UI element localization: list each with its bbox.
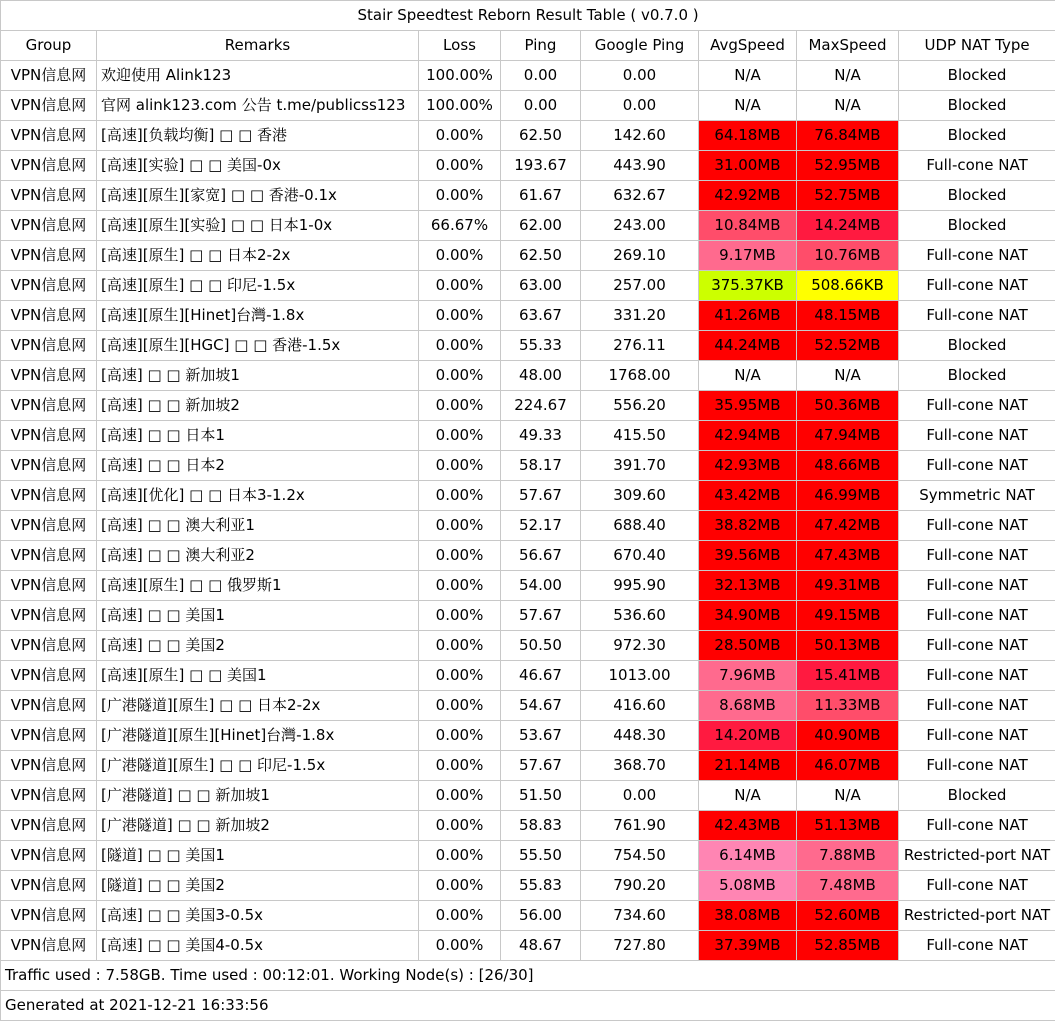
- cell-remarks: [高速] □ □ 美国2: [97, 631, 419, 661]
- cell-ping: 193.67: [501, 151, 581, 181]
- cell-google-ping: 632.67: [581, 181, 699, 211]
- cell-group: VPN信息网: [1, 871, 97, 901]
- cell-max-speed: N/A: [797, 361, 899, 391]
- table-row: [1, 631, 1055, 661]
- cell-group: VPN信息网: [1, 811, 97, 841]
- cell-ping: 0.00: [501, 61, 581, 91]
- cell-google-ping: 0.00: [581, 61, 699, 91]
- cell-group: VPN信息网: [1, 541, 97, 571]
- table-row: [1, 901, 1055, 931]
- cell-max-speed: 47.42MB: [797, 511, 899, 541]
- table-row: [1, 181, 1055, 211]
- cell-avg-speed: 32.13MB: [699, 571, 797, 601]
- column-header-max-speed: MaxSpeed: [797, 31, 899, 61]
- cell-ping: 49.33: [501, 421, 581, 451]
- cell-remarks: [高速] □ □ 美国1: [97, 601, 419, 631]
- column-header-remarks: Remarks: [97, 31, 419, 61]
- cell-group: VPN信息网: [1, 121, 97, 151]
- cell-ping: 56.00: [501, 901, 581, 931]
- table-row: [1, 541, 1055, 571]
- cell-max-speed: 508.66KB: [797, 271, 899, 301]
- cell-udp-nat-type: Blocked: [899, 61, 1055, 91]
- cell-group: VPN信息网: [1, 271, 97, 301]
- cell-avg-speed: 34.90MB: [699, 601, 797, 631]
- cell-remarks: [高速][原生][Hinet]台灣-1.8x: [97, 301, 419, 331]
- cell-udp-nat-type: Full-cone NAT: [899, 571, 1055, 601]
- cell-remarks: [高速][原生][HGC] □ □ 香港-1.5x: [97, 331, 419, 361]
- cell-remarks: [高速] □ □ 美国3-0.5x: [97, 901, 419, 931]
- cell-remarks: [高速][实验] □ □ 美国-0x: [97, 151, 419, 181]
- cell-remarks: [广港隧道] □ □ 新加坡1: [97, 781, 419, 811]
- cell-loss: 0.00%: [419, 481, 501, 511]
- title-row: [1, 1, 1055, 31]
- cell-group: VPN信息网: [1, 151, 97, 181]
- table-row: [1, 811, 1055, 841]
- cell-ping: 55.83: [501, 871, 581, 901]
- cell-remarks: [高速][原生] □ □ 美国1: [97, 661, 419, 691]
- cell-google-ping: 556.20: [581, 391, 699, 421]
- cell-udp-nat-type: Restricted-port NAT: [899, 901, 1055, 931]
- cell-google-ping: 142.60: [581, 121, 699, 151]
- cell-ping: 57.67: [501, 481, 581, 511]
- cell-avg-speed: 38.08MB: [699, 901, 797, 931]
- cell-avg-speed: 38.82MB: [699, 511, 797, 541]
- cell-ping: 48.67: [501, 931, 581, 961]
- cell-loss: 0.00%: [419, 871, 501, 901]
- cell-loss: 0.00%: [419, 151, 501, 181]
- cell-udp-nat-type: Blocked: [899, 361, 1055, 391]
- cell-max-speed: 7.88MB: [797, 841, 899, 871]
- cell-max-speed: N/A: [797, 781, 899, 811]
- cell-avg-speed: N/A: [699, 91, 797, 121]
- cell-remarks: [广港隧道][原生] □ □ 日本2-2x: [97, 691, 419, 721]
- cell-ping: 52.17: [501, 511, 581, 541]
- column-header-group: Group: [1, 31, 97, 61]
- cell-udp-nat-type: Full-cone NAT: [899, 871, 1055, 901]
- table-row: [1, 301, 1055, 331]
- cell-remarks: [高速] □ □ 新加坡1: [97, 361, 419, 391]
- cell-group: VPN信息网: [1, 181, 97, 211]
- cell-remarks: [高速][负载均衡] □ □ 香港: [97, 121, 419, 151]
- cell-remarks: [高速][原生][家宽] □ □ 香港-0.1x: [97, 181, 419, 211]
- cell-google-ping: 1768.00: [581, 361, 699, 391]
- cell-ping: 48.00: [501, 361, 581, 391]
- table-row: [1, 571, 1055, 601]
- cell-max-speed: 47.94MB: [797, 421, 899, 451]
- cell-loss: 0.00%: [419, 301, 501, 331]
- cell-ping: 62.00: [501, 211, 581, 241]
- cell-ping: 62.50: [501, 241, 581, 271]
- cell-avg-speed: 37.39MB: [699, 931, 797, 961]
- cell-loss: 0.00%: [419, 121, 501, 151]
- table-row: [1, 841, 1055, 871]
- table-row: [1, 751, 1055, 781]
- table-row: [1, 391, 1055, 421]
- cell-ping: 54.00: [501, 571, 581, 601]
- cell-google-ping: 536.60: [581, 601, 699, 631]
- column-header-google-ping: Google Ping: [581, 31, 699, 61]
- table-row: [1, 271, 1055, 301]
- cell-avg-speed: 42.93MB: [699, 451, 797, 481]
- cell-group: VPN信息网: [1, 751, 97, 781]
- cell-ping: 63.00: [501, 271, 581, 301]
- cell-loss: 0.00%: [419, 901, 501, 931]
- cell-avg-speed: 10.84MB: [699, 211, 797, 241]
- cell-group: VPN信息网: [1, 931, 97, 961]
- cell-group: VPN信息网: [1, 511, 97, 541]
- column-header-avg-speed: AvgSpeed: [699, 31, 797, 61]
- cell-max-speed: 48.15MB: [797, 301, 899, 331]
- cell-max-speed: 51.13MB: [797, 811, 899, 841]
- table-row: [1, 121, 1055, 151]
- table-row: [1, 481, 1055, 511]
- cell-max-speed: 49.31MB: [797, 571, 899, 601]
- table-row: [1, 511, 1055, 541]
- cell-ping: 56.67: [501, 541, 581, 571]
- cell-udp-nat-type: Full-cone NAT: [899, 421, 1055, 451]
- cell-max-speed: N/A: [797, 91, 899, 121]
- cell-avg-speed: 6.14MB: [699, 841, 797, 871]
- cell-udp-nat-type: Full-cone NAT: [899, 271, 1055, 301]
- cell-udp-nat-type: Blocked: [899, 181, 1055, 211]
- cell-group: VPN信息网: [1, 721, 97, 751]
- cell-udp-nat-type: Blocked: [899, 331, 1055, 361]
- cell-group: VPN信息网: [1, 361, 97, 391]
- header-row: [1, 31, 1055, 61]
- cell-max-speed: 15.41MB: [797, 661, 899, 691]
- cell-udp-nat-type: Blocked: [899, 781, 1055, 811]
- cell-google-ping: 415.50: [581, 421, 699, 451]
- cell-group: VPN信息网: [1, 781, 97, 811]
- cell-max-speed: 50.36MB: [797, 391, 899, 421]
- cell-remarks: [广港隧道] □ □ 新加坡2: [97, 811, 419, 841]
- cell-google-ping: 734.60: [581, 901, 699, 931]
- cell-avg-speed: 44.24MB: [699, 331, 797, 361]
- cell-ping: 51.50: [501, 781, 581, 811]
- cell-ping: 62.50: [501, 121, 581, 151]
- cell-avg-speed: N/A: [699, 361, 797, 391]
- cell-group: VPN信息网: [1, 211, 97, 241]
- cell-group: VPN信息网: [1, 241, 97, 271]
- cell-google-ping: 761.90: [581, 811, 699, 841]
- cell-loss: 100.00%: [419, 61, 501, 91]
- cell-google-ping: 790.20: [581, 871, 699, 901]
- cell-loss: 0.00%: [419, 451, 501, 481]
- cell-group: VPN信息网: [1, 301, 97, 331]
- cell-udp-nat-type: Full-cone NAT: [899, 541, 1055, 571]
- cell-ping: 57.67: [501, 601, 581, 631]
- cell-ping: 58.17: [501, 451, 581, 481]
- cell-max-speed: 48.66MB: [797, 451, 899, 481]
- table-row: [1, 151, 1055, 181]
- cell-udp-nat-type: Full-cone NAT: [899, 661, 1055, 691]
- cell-remarks: [高速][原生] □ □ 印尼-1.5x: [97, 271, 419, 301]
- cell-max-speed: 52.60MB: [797, 901, 899, 931]
- cell-group: VPN信息网: [1, 601, 97, 631]
- table-row: [1, 781, 1055, 811]
- cell-avg-speed: 42.92MB: [699, 181, 797, 211]
- footer-generated-row: [1, 991, 1055, 1021]
- cell-udp-nat-type: Blocked: [899, 121, 1055, 151]
- cell-udp-nat-type: Restricted-port NAT: [899, 841, 1055, 871]
- cell-loss: 0.00%: [419, 361, 501, 391]
- cell-remarks: [高速] □ □ 澳大利亚1: [97, 511, 419, 541]
- cell-avg-speed: 28.50MB: [699, 631, 797, 661]
- cell-google-ping: 995.90: [581, 571, 699, 601]
- cell-max-speed: 40.90MB: [797, 721, 899, 751]
- cell-avg-speed: 31.00MB: [699, 151, 797, 181]
- cell-udp-nat-type: Blocked: [899, 211, 1055, 241]
- cell-loss: 0.00%: [419, 541, 501, 571]
- table-row: [1, 721, 1055, 751]
- table-row: [1, 931, 1055, 961]
- cell-group: VPN信息网: [1, 661, 97, 691]
- cell-remarks: [高速] □ □ 美国4-0.5x: [97, 931, 419, 961]
- cell-avg-speed: 42.43MB: [699, 811, 797, 841]
- cell-loss: 0.00%: [419, 241, 501, 271]
- cell-remarks: [广港隧道][原生][Hinet]台灣-1.8x: [97, 721, 419, 751]
- table-row: [1, 871, 1055, 901]
- cell-ping: 224.67: [501, 391, 581, 421]
- cell-remarks: [高速][原生][实验] □ □ 日本1-0x: [97, 211, 419, 241]
- cell-udp-nat-type: Full-cone NAT: [899, 751, 1055, 781]
- cell-google-ping: 368.70: [581, 751, 699, 781]
- cell-udp-nat-type: Full-cone NAT: [899, 391, 1055, 421]
- cell-avg-speed: 42.94MB: [699, 421, 797, 451]
- cell-google-ping: 243.00: [581, 211, 699, 241]
- cell-google-ping: 0.00: [581, 781, 699, 811]
- cell-loss: 0.00%: [419, 841, 501, 871]
- cell-loss: 0.00%: [419, 331, 501, 361]
- cell-ping: 63.67: [501, 301, 581, 331]
- cell-google-ping: 448.30: [581, 721, 699, 751]
- cell-group: VPN信息网: [1, 691, 97, 721]
- cell-avg-speed: 41.26MB: [699, 301, 797, 331]
- cell-loss: 0.00%: [419, 751, 501, 781]
- cell-google-ping: 670.40: [581, 541, 699, 571]
- cell-avg-speed: N/A: [699, 781, 797, 811]
- cell-max-speed: 52.95MB: [797, 151, 899, 181]
- table-row: [1, 361, 1055, 391]
- cell-loss: 0.00%: [419, 571, 501, 601]
- cell-group: VPN信息网: [1, 61, 97, 91]
- cell-max-speed: 14.24MB: [797, 211, 899, 241]
- table-row: [1, 691, 1055, 721]
- cell-ping: 55.33: [501, 331, 581, 361]
- cell-loss: 0.00%: [419, 691, 501, 721]
- cell-max-speed: 11.33MB: [797, 691, 899, 721]
- cell-loss: 0.00%: [419, 931, 501, 961]
- table-row: [1, 61, 1055, 91]
- cell-remarks: [高速][原生] □ □ 日本2-2x: [97, 241, 419, 271]
- table-row: [1, 331, 1055, 361]
- cell-remarks: [高速] □ □ 新加坡2: [97, 391, 419, 421]
- cell-remarks: [高速] □ □ 日本1: [97, 421, 419, 451]
- cell-google-ping: 269.10: [581, 241, 699, 271]
- cell-loss: 0.00%: [419, 631, 501, 661]
- cell-google-ping: 391.70: [581, 451, 699, 481]
- cell-avg-speed: 64.18MB: [699, 121, 797, 151]
- table-title: Stair Speedtest Reborn Result Table ( v0.7.0 ): [1, 1, 1055, 31]
- cell-max-speed: 10.76MB: [797, 241, 899, 271]
- cell-group: VPN信息网: [1, 631, 97, 661]
- cell-google-ping: 331.20: [581, 301, 699, 331]
- cell-google-ping: 416.60: [581, 691, 699, 721]
- cell-group: VPN信息网: [1, 481, 97, 511]
- table-row: [1, 91, 1055, 121]
- cell-remarks: [隧道] □ □ 美国2: [97, 871, 419, 901]
- cell-udp-nat-type: Full-cone NAT: [899, 511, 1055, 541]
- cell-udp-nat-type: Full-cone NAT: [899, 721, 1055, 751]
- cell-group: VPN信息网: [1, 901, 97, 931]
- cell-udp-nat-type: Full-cone NAT: [899, 451, 1055, 481]
- cell-loss: 0.00%: [419, 661, 501, 691]
- cell-max-speed: 52.85MB: [797, 931, 899, 961]
- cell-udp-nat-type: Full-cone NAT: [899, 301, 1055, 331]
- cell-remarks: [广港隧道][原生] □ □ 印尼-1.5x: [97, 751, 419, 781]
- cell-udp-nat-type: Full-cone NAT: [899, 931, 1055, 961]
- table-row: [1, 421, 1055, 451]
- cell-ping: 46.67: [501, 661, 581, 691]
- cell-udp-nat-type: Full-cone NAT: [899, 151, 1055, 181]
- cell-max-speed: 47.43MB: [797, 541, 899, 571]
- cell-remarks: [高速][原生] □ □ 俄罗斯1: [97, 571, 419, 601]
- cell-avg-speed: N/A: [699, 61, 797, 91]
- column-header-loss: Loss: [419, 31, 501, 61]
- traffic-summary: Traffic used : 7.58GB. Time used : 00:12:01. Working Node(s) : [26/30]: [1, 961, 1055, 991]
- cell-google-ping: 727.80: [581, 931, 699, 961]
- cell-group: VPN信息网: [1, 391, 97, 421]
- column-header-ping: Ping: [501, 31, 581, 61]
- cell-google-ping: 754.50: [581, 841, 699, 871]
- cell-udp-nat-type: Symmetric NAT: [899, 481, 1055, 511]
- cell-loss: 0.00%: [419, 511, 501, 541]
- cell-avg-speed: 9.17MB: [699, 241, 797, 271]
- cell-udp-nat-type: Full-cone NAT: [899, 691, 1055, 721]
- cell-max-speed: 52.75MB: [797, 181, 899, 211]
- table-body: [1, 61, 1055, 961]
- cell-avg-speed: 7.96MB: [699, 661, 797, 691]
- column-header-udp-nat-type: UDP NAT Type: [899, 31, 1055, 61]
- cell-group: VPN信息网: [1, 841, 97, 871]
- cell-loss: 0.00%: [419, 811, 501, 841]
- cell-loss: 0.00%: [419, 601, 501, 631]
- generated-timestamp: Generated at 2021-12-21 16:33:56: [1, 991, 1055, 1021]
- cell-ping: 54.67: [501, 691, 581, 721]
- cell-ping: 61.67: [501, 181, 581, 211]
- cell-avg-speed: 14.20MB: [699, 721, 797, 751]
- cell-google-ping: 972.30: [581, 631, 699, 661]
- cell-udp-nat-type: Full-cone NAT: [899, 811, 1055, 841]
- cell-max-speed: 49.15MB: [797, 601, 899, 631]
- cell-google-ping: 276.11: [581, 331, 699, 361]
- cell-ping: 57.67: [501, 751, 581, 781]
- cell-loss: 0.00%: [419, 181, 501, 211]
- cell-remarks: 欢迎使用 Alink123: [97, 61, 419, 91]
- cell-loss: 0.00%: [419, 271, 501, 301]
- cell-google-ping: 257.00: [581, 271, 699, 301]
- table-row: [1, 451, 1055, 481]
- cell-group: VPN信息网: [1, 451, 97, 481]
- cell-avg-speed: 375.37KB: [699, 271, 797, 301]
- cell-remarks: [隧道] □ □ 美国1: [97, 841, 419, 871]
- cell-max-speed: 52.52MB: [797, 331, 899, 361]
- cell-loss: 0.00%: [419, 421, 501, 451]
- cell-ping: 50.50: [501, 631, 581, 661]
- cell-google-ping: 309.60: [581, 481, 699, 511]
- cell-loss: 0.00%: [419, 391, 501, 421]
- cell-remarks: [高速] □ □ 澳大利亚2: [97, 541, 419, 571]
- cell-max-speed: 7.48MB: [797, 871, 899, 901]
- cell-avg-speed: 43.42MB: [699, 481, 797, 511]
- cell-udp-nat-type: Blocked: [899, 91, 1055, 121]
- cell-remarks: [高速] □ □ 日本2: [97, 451, 419, 481]
- table-row: [1, 241, 1055, 271]
- cell-avg-speed: 35.95MB: [699, 391, 797, 421]
- cell-remarks: 官网 alink123.com 公告 t.me/publicss123: [97, 91, 419, 121]
- cell-google-ping: 688.40: [581, 511, 699, 541]
- table-row: [1, 601, 1055, 631]
- cell-group: VPN信息网: [1, 421, 97, 451]
- cell-max-speed: 46.99MB: [797, 481, 899, 511]
- cell-max-speed: 50.13MB: [797, 631, 899, 661]
- cell-group: VPN信息网: [1, 571, 97, 601]
- cell-loss: 0.00%: [419, 721, 501, 751]
- cell-ping: 0.00: [501, 91, 581, 121]
- cell-google-ping: 1013.00: [581, 661, 699, 691]
- cell-max-speed: N/A: [797, 61, 899, 91]
- table-row: [1, 661, 1055, 691]
- cell-ping: 58.83: [501, 811, 581, 841]
- cell-loss: 0.00%: [419, 781, 501, 811]
- cell-group: VPN信息网: [1, 91, 97, 121]
- cell-avg-speed: 5.08MB: [699, 871, 797, 901]
- footer-traffic-row: [1, 961, 1055, 991]
- cell-group: VPN信息网: [1, 331, 97, 361]
- table-row: [1, 211, 1055, 241]
- cell-loss: 66.67%: [419, 211, 501, 241]
- cell-avg-speed: 8.68MB: [699, 691, 797, 721]
- cell-max-speed: 76.84MB: [797, 121, 899, 151]
- cell-ping: 55.50: [501, 841, 581, 871]
- cell-udp-nat-type: Full-cone NAT: [899, 241, 1055, 271]
- cell-udp-nat-type: Full-cone NAT: [899, 601, 1055, 631]
- cell-udp-nat-type: Full-cone NAT: [899, 631, 1055, 661]
- cell-max-speed: 46.07MB: [797, 751, 899, 781]
- cell-remarks: [高速][优化] □ □ 日本3-1.2x: [97, 481, 419, 511]
- cell-avg-speed: 21.14MB: [699, 751, 797, 781]
- cell-google-ping: 443.90: [581, 151, 699, 181]
- cell-avg-speed: 39.56MB: [699, 541, 797, 571]
- cell-ping: 53.67: [501, 721, 581, 751]
- cell-google-ping: 0.00: [581, 91, 699, 121]
- cell-loss: 100.00%: [419, 91, 501, 121]
